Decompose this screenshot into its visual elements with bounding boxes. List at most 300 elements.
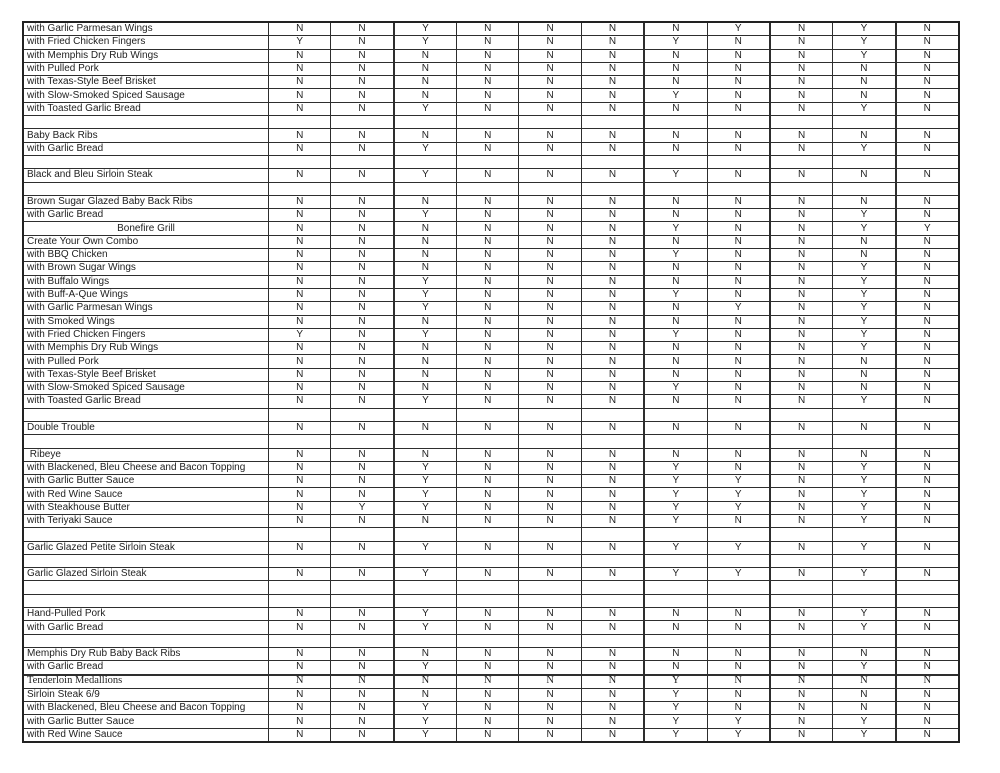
value-cell: N <box>771 648 833 660</box>
value-cell: Y <box>833 568 896 580</box>
value-cell <box>395 116 457 128</box>
value-cell: N <box>771 236 833 248</box>
value-cell: N <box>771 169 833 181</box>
table-row <box>24 608 958 621</box>
value-cell: N <box>582 475 645 487</box>
value-cell: Y <box>395 169 457 181</box>
value-cell: Y <box>833 502 896 514</box>
value-cell: N <box>331 23 394 35</box>
menu-item-cell: with Texas-Style Beef Brisket <box>24 76 269 88</box>
table-row <box>24 103 958 116</box>
menu-item-cell <box>24 528 269 540</box>
value-cell: N <box>519 689 581 701</box>
value-cell: N <box>923 661 931 673</box>
menu-item-cell <box>24 183 269 195</box>
value-cell <box>833 156 896 168</box>
value-cell: N <box>269 568 331 580</box>
value-cell: N <box>457 568 519 580</box>
value-cell: N <box>645 196 707 208</box>
value-cell: N <box>708 608 771 620</box>
menu-item-cell: Baby Back Ribs <box>24 129 269 141</box>
value-cell: N <box>457 608 519 620</box>
value-cell: N <box>582 621 645 633</box>
value-cell: N <box>519 462 581 474</box>
value-cell: N <box>771 542 833 554</box>
value-cell: N <box>457 395 519 407</box>
value-cell: Y <box>395 608 457 620</box>
value-cell: N <box>923 315 931 327</box>
value-cell: N <box>645 449 707 461</box>
value-cell <box>771 528 833 540</box>
value-cell <box>833 595 896 607</box>
value-cell: Y <box>833 209 896 221</box>
value-cell <box>897 116 958 128</box>
value-cell: N <box>457 89 519 101</box>
value-cell: Y <box>645 475 707 487</box>
value-cell <box>897 183 958 195</box>
value-cell <box>457 116 519 128</box>
value-cell: N <box>457 329 519 341</box>
value-cell: N <box>645 143 707 155</box>
value-cell: N <box>331 63 394 75</box>
value-cell <box>645 581 707 593</box>
value-cell: N <box>519 236 581 248</box>
value-cell: N <box>833 76 896 88</box>
value-cell: N <box>269 355 331 367</box>
table-row <box>24 236 958 249</box>
value-cell: Y <box>395 103 457 115</box>
value-cell: N <box>331 395 394 407</box>
value-cell: N <box>833 249 896 261</box>
value-cell <box>395 528 457 540</box>
value-cell: N <box>269 449 331 461</box>
value-cell <box>331 581 394 593</box>
value-cell: N <box>771 475 833 487</box>
value-cell: Y <box>395 488 457 500</box>
value-cell: N <box>923 621 931 633</box>
value-cell: N <box>457 462 519 474</box>
value-cell: N <box>771 103 833 115</box>
table-row <box>24 129 958 142</box>
value-cell: N <box>645 209 707 221</box>
value-cell <box>457 635 519 647</box>
value-cell <box>897 528 958 540</box>
value-cell: N <box>582 502 645 514</box>
table-row <box>24 568 958 581</box>
value-cell: N <box>331 462 394 474</box>
value-cell: N <box>269 369 331 381</box>
value-cell: N <box>771 76 833 88</box>
value-cell: N <box>771 661 833 673</box>
value-cell: N <box>708 289 771 301</box>
value-cell: N <box>457 475 519 487</box>
value-cell: Y <box>833 542 896 554</box>
value-cell: N <box>457 302 519 314</box>
value-cell: N <box>457 196 519 208</box>
value-cell: Y <box>395 209 457 221</box>
menu-item-cell: with Texas-Style Beef Brisket <box>24 369 269 381</box>
value-cell: Y <box>708 729 771 741</box>
menu-item-cell <box>24 595 269 607</box>
value-cell: N <box>519 395 581 407</box>
value-cell: N <box>519 676 581 688</box>
value-cell: N <box>457 249 519 261</box>
value-cell: N <box>269 382 331 394</box>
value-cell: N <box>771 222 833 234</box>
value-cell: N <box>582 50 645 62</box>
value-cell: N <box>519 702 581 714</box>
value-cell <box>833 635 896 647</box>
value-cell: Y <box>923 222 931 234</box>
menu-item-cell: Bonefire Grill <box>24 222 269 234</box>
menu-item-cell: with Slow-Smoked Spiced Sausage <box>24 89 269 101</box>
value-cell <box>708 555 771 567</box>
value-cell: Y <box>645 169 707 181</box>
value-cell: N <box>331 222 394 234</box>
table-row <box>24 581 958 594</box>
value-cell: Y <box>395 715 457 727</box>
table-row <box>24 342 958 355</box>
value-cell: Y <box>645 289 707 301</box>
value-cell: N <box>582 608 645 620</box>
table-row <box>24 209 958 222</box>
value-cell <box>269 183 331 195</box>
value-cell: Y <box>708 488 771 500</box>
value-cell <box>582 156 645 168</box>
value-cell: N <box>771 262 833 274</box>
value-cell <box>582 635 645 647</box>
value-cell: N <box>708 395 771 407</box>
value-cell <box>582 581 645 593</box>
value-cell <box>708 581 771 593</box>
value-cell: Y <box>833 23 896 35</box>
value-cell: N <box>708 50 771 62</box>
value-cell: N <box>457 661 519 673</box>
value-cell: Y <box>833 143 896 155</box>
menu-item-cell: with Garlic Butter Sauce <box>24 715 269 727</box>
value-cell: N <box>708 648 771 660</box>
value-cell: N <box>582 715 645 727</box>
value-cell: N <box>457 209 519 221</box>
value-cell: N <box>269 608 331 620</box>
table-row <box>24 329 958 342</box>
value-cell: N <box>519 129 581 141</box>
value-cell: N <box>457 676 519 688</box>
value-cell: N <box>395 369 457 381</box>
table-row <box>24 435 958 448</box>
value-cell: N <box>923 275 931 287</box>
value-cell: N <box>582 689 645 701</box>
value-cell: Y <box>645 462 707 474</box>
menu-item-cell: with Fried Chicken Fingers <box>24 329 269 341</box>
value-cell: N <box>457 236 519 248</box>
value-cell: N <box>923 36 931 48</box>
value-cell: N <box>331 36 394 48</box>
value-cell: N <box>519 143 581 155</box>
value-cell: N <box>269 169 331 181</box>
menu-item-cell: Sirloin Steak 6/9 <box>24 689 269 701</box>
value-cell: N <box>519 262 581 274</box>
value-cell: N <box>708 262 771 274</box>
value-cell: N <box>519 661 581 673</box>
value-cell: N <box>923 289 931 301</box>
value-cell: N <box>582 702 645 714</box>
value-cell: N <box>457 169 519 181</box>
value-cell: N <box>582 422 645 434</box>
value-cell: Y <box>395 143 457 155</box>
value-cell: Y <box>269 329 331 341</box>
value-cell: N <box>582 661 645 673</box>
value-cell: N <box>519 276 581 288</box>
value-cell: N <box>771 702 833 714</box>
value-cell: N <box>457 103 519 115</box>
value-cell: N <box>645 648 707 660</box>
value-cell <box>331 528 394 540</box>
value-cell: N <box>457 23 519 35</box>
value-cell <box>331 409 394 421</box>
value-cell: N <box>331 702 394 714</box>
menu-item-cell <box>24 581 269 593</box>
value-cell: N <box>457 342 519 354</box>
value-cell: N <box>645 608 707 620</box>
menu-item-cell: with Garlic Bread <box>24 661 269 673</box>
value-cell: N <box>395 63 457 75</box>
menu-item-cell: with Garlic Bread <box>24 621 269 633</box>
value-cell: N <box>645 422 707 434</box>
value-cell: N <box>269 143 331 155</box>
value-cell: Y <box>395 661 457 673</box>
table-row <box>24 715 958 728</box>
value-cell: N <box>771 382 833 394</box>
value-cell <box>395 435 457 447</box>
value-cell: N <box>331 648 394 660</box>
table-row <box>24 595 958 608</box>
table-row <box>24 289 958 302</box>
value-cell: N <box>519 222 581 234</box>
value-cell: N <box>645 355 707 367</box>
value-cell <box>771 116 833 128</box>
value-cell: N <box>395 236 457 248</box>
value-cell: N <box>582 488 645 500</box>
value-cell: N <box>771 276 833 288</box>
value-cell: N <box>771 502 833 514</box>
value-cell: N <box>833 89 896 101</box>
menu-item-cell: with Garlic Bread <box>24 143 269 155</box>
value-cell: N <box>923 63 931 75</box>
value-cell: N <box>269 103 331 115</box>
value-cell: Y <box>395 621 457 633</box>
value-cell: N <box>708 316 771 328</box>
value-cell: N <box>771 23 833 35</box>
value-cell <box>457 156 519 168</box>
value-cell: N <box>269 661 331 673</box>
value-cell <box>269 435 331 447</box>
table-row <box>24 143 958 156</box>
value-cell <box>582 435 645 447</box>
value-cell: N <box>457 715 519 727</box>
value-cell: N <box>395 355 457 367</box>
value-cell: N <box>395 689 457 701</box>
menu-item-cell: Create Your Own Combo <box>24 236 269 248</box>
value-cell: N <box>771 129 833 141</box>
menu-item-cell: with Steakhouse Butter <box>24 502 269 514</box>
value-cell: Y <box>833 103 896 115</box>
value-cell: N <box>833 689 896 701</box>
value-cell: N <box>519 729 581 741</box>
table-row <box>24 316 958 329</box>
value-cell: N <box>395 50 457 62</box>
table-row <box>24 369 958 382</box>
value-cell: N <box>645 76 707 88</box>
table-row <box>24 50 958 63</box>
value-cell: N <box>708 382 771 394</box>
value-cell: Y <box>645 729 707 741</box>
value-cell: N <box>582 222 645 234</box>
value-cell: N <box>331 729 394 741</box>
value-cell: N <box>582 676 645 688</box>
value-cell: N <box>269 76 331 88</box>
value-cell: N <box>708 89 771 101</box>
value-cell: Y <box>645 382 707 394</box>
table-row <box>24 502 958 515</box>
value-cell: N <box>519 515 581 527</box>
value-cell: N <box>923 475 931 487</box>
value-cell: N <box>331 715 394 727</box>
value-cell: Y <box>645 222 707 234</box>
value-cell: N <box>457 702 519 714</box>
value-cell <box>331 435 394 447</box>
value-cell: N <box>519 36 581 48</box>
menu-item-cell: Garlic Glazed Sirloin Steak <box>24 568 269 580</box>
table-row <box>24 635 958 648</box>
value-cell: N <box>708 222 771 234</box>
value-cell: N <box>519 196 581 208</box>
value-cell: N <box>708 63 771 75</box>
value-cell: Y <box>395 729 457 741</box>
value-cell: N <box>331 689 394 701</box>
value-cell <box>269 409 331 421</box>
value-cell: Y <box>395 276 457 288</box>
allergen-table <box>22 21 960 743</box>
value-cell <box>708 528 771 540</box>
value-cell: N <box>582 169 645 181</box>
menu-item-cell: with Toasted Garlic Bread <box>24 103 269 115</box>
value-cell: N <box>923 196 931 207</box>
value-cell: N <box>519 422 581 434</box>
value-cell: N <box>269 488 331 500</box>
value-cell: N <box>269 542 331 554</box>
value-cell: N <box>833 369 896 381</box>
value-cell: N <box>457 369 519 381</box>
value-cell: Y <box>833 302 896 314</box>
value-cell: N <box>395 676 457 688</box>
value-cell: N <box>923 488 931 500</box>
value-cell: N <box>457 262 519 274</box>
table-row <box>24 196 958 209</box>
value-cell: N <box>519 715 581 727</box>
value-cell: N <box>519 103 581 115</box>
value-cell: N <box>833 702 896 714</box>
value-cell: Y <box>645 515 707 527</box>
value-cell <box>519 435 581 447</box>
value-cell: N <box>582 249 645 261</box>
value-cell: N <box>331 475 394 487</box>
value-cell: N <box>708 76 771 88</box>
value-cell: N <box>331 568 394 580</box>
value-cell: N <box>331 316 394 328</box>
value-cell: N <box>923 328 931 340</box>
value-cell: N <box>708 462 771 474</box>
value-cell: N <box>331 329 394 341</box>
table-row <box>24 76 958 89</box>
value-cell: Y <box>395 462 457 474</box>
value-cell <box>645 409 707 421</box>
value-cell: N <box>771 449 833 461</box>
value-cell: N <box>331 276 394 288</box>
value-cell: N <box>645 236 707 248</box>
value-cell: N <box>771 715 833 727</box>
value-cell: N <box>269 422 331 434</box>
value-cell: N <box>395 342 457 354</box>
value-cell: Y <box>833 316 896 328</box>
value-cell <box>269 156 331 168</box>
value-cell: Y <box>645 249 707 261</box>
value-cell: Y <box>645 502 707 514</box>
menu-item-cell: Hand-Pulled Pork <box>24 608 269 620</box>
value-cell: N <box>457 689 519 701</box>
value-cell: N <box>708 702 771 714</box>
value-cell: N <box>923 461 931 473</box>
menu-item-cell: Double Trouble <box>24 422 269 434</box>
value-cell: N <box>708 661 771 673</box>
value-cell: N <box>708 369 771 381</box>
value-cell <box>395 409 457 421</box>
table-row <box>24 702 958 715</box>
menu-item-cell: with Pulled Pork <box>24 355 269 367</box>
table-row <box>24 169 958 182</box>
value-cell <box>645 116 707 128</box>
value-cell <box>395 183 457 195</box>
value-cell <box>519 156 581 168</box>
value-cell: N <box>771 329 833 341</box>
value-cell: N <box>771 89 833 101</box>
table-row <box>24 382 958 395</box>
value-cell: N <box>331 50 394 62</box>
table-row <box>24 89 958 102</box>
value-cell: N <box>708 355 771 367</box>
value-cell: N <box>519 249 581 261</box>
value-cell: N <box>708 169 771 181</box>
value-cell: N <box>519 329 581 341</box>
value-cell <box>331 635 394 647</box>
value-cell: N <box>923 608 931 620</box>
value-cell: Y <box>833 715 896 727</box>
value-cell: N <box>833 236 896 248</box>
value-cell: N <box>331 209 394 221</box>
value-cell: N <box>519 568 581 580</box>
value-cell: N <box>923 395 931 407</box>
value-cell: N <box>331 89 394 101</box>
table-row <box>24 302 958 315</box>
value-cell: N <box>582 542 645 554</box>
value-cell: N <box>457 621 519 633</box>
table-row <box>24 395 958 408</box>
value-cell: N <box>269 621 331 633</box>
value-cell: N <box>269 249 331 261</box>
value-cell: N <box>269 502 331 514</box>
value-cell <box>519 409 581 421</box>
value-cell <box>519 528 581 540</box>
